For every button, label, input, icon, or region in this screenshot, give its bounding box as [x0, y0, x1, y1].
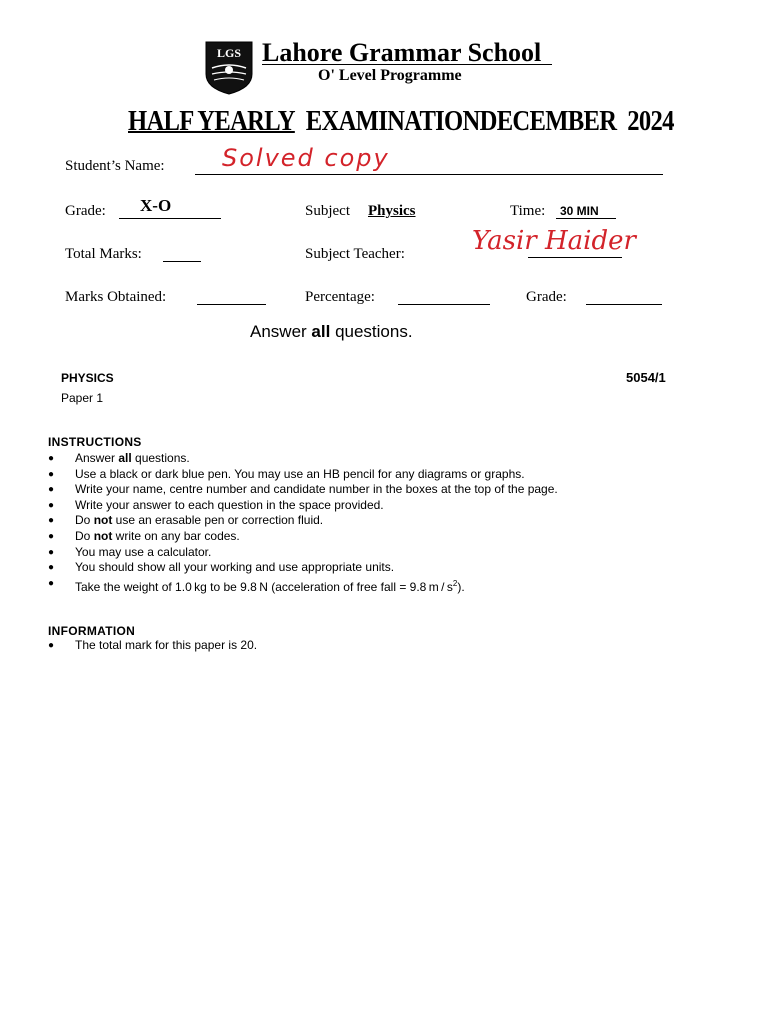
exam-title-part1: HALF YEARLY [128, 106, 295, 137]
total-marks-line [163, 261, 201, 262]
student-name-label: Student’s Name: [65, 158, 165, 174]
answer-all-post: questions. [335, 322, 413, 341]
list-item: ● Use a black or dark blue pen. You may use an HB pencil for any diagrams or graphs. [48, 466, 525, 481]
exam-title-part3: 2024 [627, 106, 674, 137]
marks-obtained-label: Marks Obtained: [65, 289, 167, 305]
answer-all-bold: all [311, 322, 331, 341]
marks-obtained-line [197, 304, 266, 305]
paper-code: 5054/1 [626, 370, 666, 385]
instructions-title: INSTRUCTIONS [48, 435, 142, 449]
grade-label: Grade: [65, 203, 106, 219]
information-title: INFORMATION [48, 624, 136, 638]
grade2-line [586, 304, 662, 305]
bullet-icon: ● [48, 640, 55, 651]
time-label: Time: [510, 203, 546, 219]
school-name: Lahore Grammar School [262, 38, 542, 67]
list-item: ● Write your answer to each question in the space provided. [48, 497, 384, 512]
list-item: ● You should show all your working and use appropriate units. [48, 560, 395, 575]
instructions-list [48, 451, 558, 594]
grade-line [119, 218, 221, 219]
bullet-icon: ● [48, 577, 55, 589]
percentage-line [398, 304, 490, 305]
logo-lettering: LGS [216, 46, 242, 60]
time-value: 30 MIN [560, 204, 599, 218]
percentage-label: Percentage: [305, 289, 375, 305]
exam-title-part2: EXAMINATIONDECEMBER [305, 106, 617, 137]
answer-all-pre: Answer [250, 322, 307, 341]
grade-value: X-O [140, 196, 172, 215]
paper-subject: PHYSICS [61, 371, 114, 385]
list-item: ● Write your name, centre number and candidate number in the boxes at the top of the page. [48, 482, 558, 497]
list-item: ● Do not use an erasable pen or correction fluid. [48, 513, 324, 528]
student-name-value: Solved copy [222, 144, 390, 172]
paper-number: Paper 1 [61, 391, 104, 405]
exam-title [128, 106, 674, 138]
list-item: ● Do not write on any bar codes. [48, 528, 240, 543]
bullet-icon: ● [48, 468, 55, 480]
bullet-icon: ● [48, 546, 55, 558]
answer-all-instruction [250, 322, 413, 342]
school-logo [204, 40, 254, 96]
subject-label: Subject [305, 203, 350, 219]
list-item: ● Take the weight of 1.0 kg to be 9.8 N (acceleration of free fall = 9.8 m / $s^2$). [48, 577, 465, 594]
time-line [556, 218, 616, 219]
list-item: ● The total mark for this paper is 20. [48, 638, 258, 652]
bullet-icon: ● [48, 499, 55, 511]
subject-teacher-label: Subject Teacher: [305, 246, 405, 262]
school-name-rule [262, 64, 552, 65]
bullet-icon: ● [48, 453, 55, 464]
total-marks-label: Total Marks: [65, 246, 142, 262]
bullet-icon: ● [48, 484, 55, 496]
bullet-icon: ● [48, 515, 55, 527]
list-item: ● Answer all questions. [48, 451, 190, 465]
information-list [48, 638, 257, 654]
bullet-icon: ● [48, 562, 55, 574]
grade2-label: Grade: [526, 289, 567, 305]
subject-value: Physics [368, 203, 416, 219]
subject-teacher-line [528, 257, 622, 258]
bullet-icon: ● [48, 530, 55, 542]
subject-teacher-value: Yasir Haider [472, 226, 636, 256]
programme-name: O' Level Programme [318, 67, 462, 84]
student-name-line [195, 174, 663, 175]
list-item: ● You may use a calculator. [48, 544, 212, 559]
